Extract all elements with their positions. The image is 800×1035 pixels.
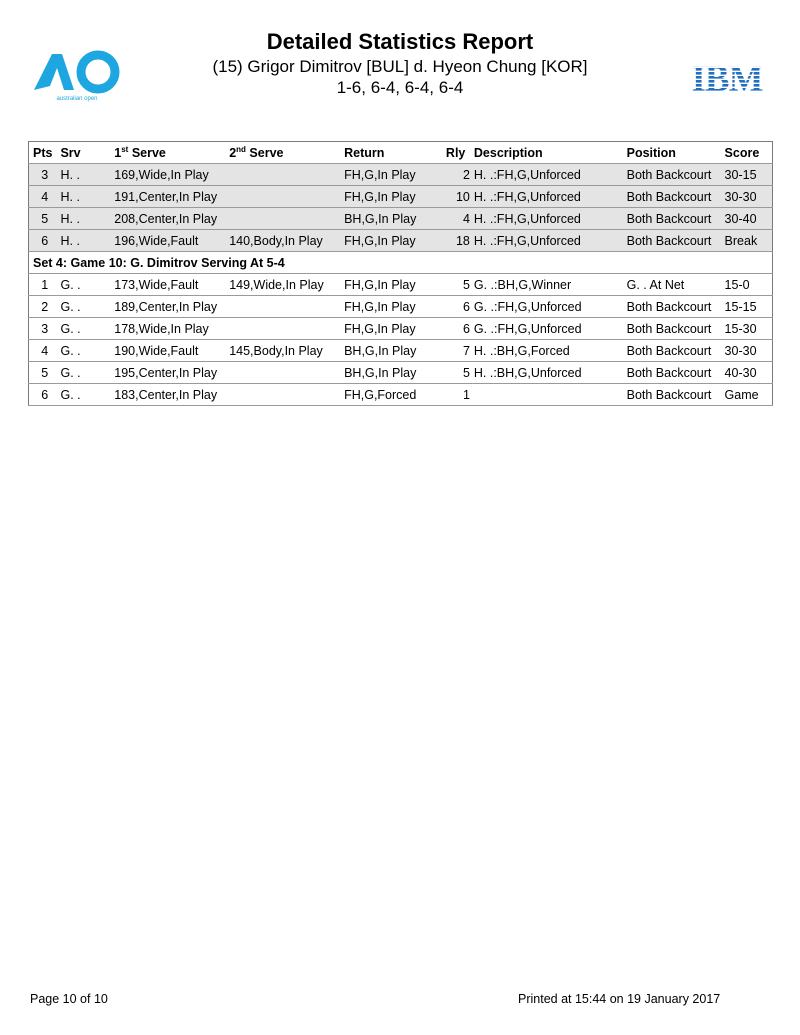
cell-return: FH,G,In Play bbox=[340, 186, 442, 208]
cell-rally: 6 bbox=[442, 318, 470, 340]
cell-first-serve: 196,Wide,Fault bbox=[110, 230, 225, 252]
cell-position: Both Backcourt bbox=[623, 318, 721, 340]
cell-first-serve: 178,Wide,In Play bbox=[110, 318, 225, 340]
cell-pts: 4 bbox=[29, 340, 57, 362]
report-header bbox=[0, 28, 800, 98]
cell-position: Both Backcourt bbox=[623, 362, 721, 384]
cell-description: G. .:BH,G,Winner bbox=[470, 274, 623, 296]
cell-pts: 3 bbox=[29, 164, 57, 186]
header-second-serve: 2nd Serve bbox=[225, 142, 340, 164]
cell-pts: 6 bbox=[29, 230, 57, 252]
cell-rally: 6 bbox=[442, 296, 470, 318]
table-row bbox=[29, 384, 773, 406]
cell-position: G. . At Net bbox=[623, 274, 721, 296]
table-row bbox=[29, 274, 773, 296]
cell-return: BH,G,In Play bbox=[340, 208, 442, 230]
printed-timestamp: Printed at 15:44 on 19 January 2017 bbox=[518, 992, 721, 1006]
cell-second-serve: 149,Wide,In Play bbox=[225, 274, 340, 296]
cell-position: Both Backcourt bbox=[623, 296, 721, 318]
table-body-game-10 bbox=[29, 274, 773, 406]
cell-score: 40-30 bbox=[721, 362, 773, 384]
cell-rally: 18 bbox=[442, 230, 470, 252]
cell-return: FH,G,Forced bbox=[340, 384, 442, 406]
cell-return: FH,G,In Play bbox=[340, 274, 442, 296]
cell-first-serve: 183,Center,In Play bbox=[110, 384, 225, 406]
header-rally: Rly bbox=[442, 142, 470, 164]
cell-description bbox=[470, 384, 623, 406]
cell-first-serve: 208,Center,In Play bbox=[110, 208, 225, 230]
cell-second-serve bbox=[225, 384, 340, 406]
cell-srv: H. . bbox=[56, 186, 110, 208]
cell-score: 15-30 bbox=[721, 318, 773, 340]
cell-position: Both Backcourt bbox=[623, 208, 721, 230]
cell-second-serve bbox=[225, 208, 340, 230]
cell-srv: H. . bbox=[56, 164, 110, 186]
statistics-table bbox=[28, 141, 773, 406]
cell-description: H. .:BH,G,Unforced bbox=[470, 362, 623, 384]
cell-return: FH,G,In Play bbox=[340, 296, 442, 318]
cell-srv: G. . bbox=[56, 318, 110, 340]
table-row bbox=[29, 208, 773, 230]
cell-description: G. .:FH,G,Unforced bbox=[470, 318, 623, 340]
cell-second-serve bbox=[225, 186, 340, 208]
cell-position: Both Backcourt bbox=[623, 340, 721, 362]
header-score: Score bbox=[721, 142, 773, 164]
cell-first-serve: 189,Center,In Play bbox=[110, 296, 225, 318]
cell-rally: 7 bbox=[442, 340, 470, 362]
cell-position: Both Backcourt bbox=[623, 384, 721, 406]
report-title: Detailed Statistics Report bbox=[266, 29, 534, 54]
cell-second-serve bbox=[225, 318, 340, 340]
table-row bbox=[29, 318, 773, 340]
cell-srv: G. . bbox=[56, 340, 110, 362]
cell-second-serve: 145,Body,In Play bbox=[225, 340, 340, 362]
cell-return: FH,G,In Play bbox=[340, 164, 442, 186]
table-section bbox=[29, 252, 773, 274]
header-description: Description bbox=[470, 142, 623, 164]
cell-pts: 5 bbox=[29, 362, 57, 384]
table-row bbox=[29, 296, 773, 318]
svg-text:IBM: IBM bbox=[691, 60, 763, 94]
cell-rally: 5 bbox=[442, 274, 470, 296]
cell-score: 30-40 bbox=[721, 208, 773, 230]
match-score: 1-6, 6-4, 6-4, 6-4 bbox=[336, 78, 464, 97]
section-title: Set 4: Game 10: G. Dimitrov Serving At 5-4 bbox=[29, 252, 773, 274]
ao-caption: australian open bbox=[56, 96, 98, 102]
cell-second-serve bbox=[225, 362, 340, 384]
cell-srv: G. . bbox=[56, 296, 110, 318]
cell-pts: 1 bbox=[29, 274, 57, 296]
cell-rally: 1 bbox=[442, 384, 470, 406]
cell-return: BH,G,In Play bbox=[340, 362, 442, 384]
cell-rally: 4 bbox=[442, 208, 470, 230]
table-row bbox=[29, 186, 773, 208]
cell-score: 30-15 bbox=[721, 164, 773, 186]
cell-second-serve bbox=[225, 296, 340, 318]
cell-position: Both Backcourt bbox=[623, 164, 721, 186]
header-return: Return bbox=[340, 142, 442, 164]
section-row bbox=[29, 252, 773, 274]
header-first-serve: 1st Serve bbox=[110, 142, 225, 164]
header-position: Position bbox=[623, 142, 721, 164]
cell-pts: 2 bbox=[29, 296, 57, 318]
table-row bbox=[29, 230, 773, 252]
cell-return: BH,G,In Play bbox=[340, 340, 442, 362]
cell-pts: 6 bbox=[29, 384, 57, 406]
cell-return: FH,G,In Play bbox=[340, 318, 442, 340]
cell-srv: H. . bbox=[56, 208, 110, 230]
cell-description: H. .:BH,G,Forced bbox=[470, 340, 623, 362]
match-players: (15) Grigor Dimitrov [BUL] d. Hyeon Chung [KOR] bbox=[212, 57, 588, 76]
cell-description: H. .:FH,G,Unforced bbox=[470, 208, 623, 230]
cell-description: H. .:FH,G,Unforced bbox=[470, 164, 623, 186]
cell-srv: G. . bbox=[56, 274, 110, 296]
cell-score: 30-30 bbox=[721, 186, 773, 208]
table-row bbox=[29, 362, 773, 384]
cell-first-serve: 169,Wide,In Play bbox=[110, 164, 225, 186]
cell-first-serve: 195,Center,In Play bbox=[110, 362, 225, 384]
cell-score: 30-30 bbox=[721, 340, 773, 362]
cell-pts: 4 bbox=[29, 186, 57, 208]
cell-description: G. .:FH,G,Unforced bbox=[470, 296, 623, 318]
cell-second-serve: 140,Body,In Play bbox=[225, 230, 340, 252]
cell-second-serve bbox=[225, 164, 340, 186]
cell-first-serve: 190,Wide,Fault bbox=[110, 340, 225, 362]
cell-score: Break bbox=[721, 230, 773, 252]
table-row bbox=[29, 164, 773, 186]
cell-pts: 3 bbox=[29, 318, 57, 340]
cell-description: H. .:FH,G,Unforced bbox=[470, 230, 623, 252]
cell-first-serve: 173,Wide,Fault bbox=[110, 274, 225, 296]
cell-rally: 10 bbox=[442, 186, 470, 208]
header-srv: Srv bbox=[56, 142, 110, 164]
cell-srv: G. . bbox=[56, 384, 110, 406]
page-number: Page 10 of 10 bbox=[30, 992, 108, 1006]
table-row bbox=[29, 340, 773, 362]
header-pts: Pts bbox=[29, 142, 57, 164]
cell-score: 15-0 bbox=[721, 274, 773, 296]
table-body-game-9 bbox=[29, 164, 773, 252]
cell-rally: 5 bbox=[442, 362, 470, 384]
cell-position: Both Backcourt bbox=[623, 186, 721, 208]
cell-rally: 2 bbox=[442, 164, 470, 186]
cell-position: Both Backcourt bbox=[623, 230, 721, 252]
cell-description: H. .:FH,G,Unforced bbox=[470, 186, 623, 208]
cell-first-serve: 191,Center,In Play bbox=[110, 186, 225, 208]
cell-score: 15-15 bbox=[721, 296, 773, 318]
cell-srv: G. . bbox=[56, 362, 110, 384]
table-header-row bbox=[29, 142, 773, 164]
cell-return: FH,G,In Play bbox=[340, 230, 442, 252]
cell-score: Game bbox=[721, 384, 773, 406]
cell-pts: 5 bbox=[29, 208, 57, 230]
cell-srv: H. . bbox=[56, 230, 110, 252]
